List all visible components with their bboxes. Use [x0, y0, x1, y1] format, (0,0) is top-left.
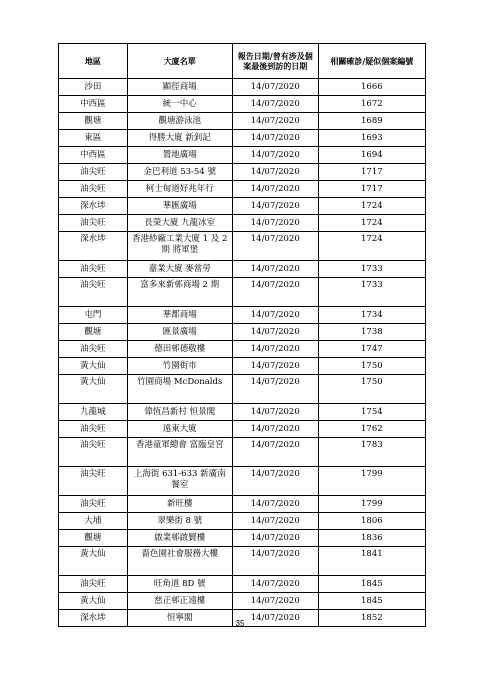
table-row — [59, 547, 426, 576]
table-row — [59, 496, 426, 513]
cell-date: 14/07/2020 — [232, 358, 318, 375]
cell-date: 14/07/2020 — [232, 113, 318, 130]
cell-case: 1783 — [318, 438, 425, 467]
cell-district: 油尖旺 — [59, 496, 128, 513]
cell-building: 嗇色園社會服務大樓 — [127, 547, 232, 576]
cell-case: 1845 — [318, 576, 425, 593]
cell-case: 1733 — [318, 261, 425, 278]
table-row — [59, 232, 426, 261]
cell-case: 1717 — [318, 181, 425, 198]
table-row — [59, 96, 426, 113]
cell-district: 中西區 — [59, 147, 128, 164]
cell-building: 竹園街市 — [127, 358, 232, 375]
cell-building: 偉恆昌新村 恒景閣 — [127, 404, 232, 421]
cell-date: 14/07/2020 — [232, 324, 318, 341]
cell-case: 1694 — [318, 147, 425, 164]
cell-date: 14/07/2020 — [232, 610, 318, 627]
cell-building: 竹園商場 McDonalds — [127, 375, 232, 404]
cell-date: 14/07/2020 — [232, 375, 318, 404]
cell-district: 油尖旺 — [59, 278, 128, 307]
cell-case: 1666 — [318, 79, 425, 96]
table-row — [59, 278, 426, 307]
cell-building: 上海街 631-633 新廣南餐室 — [127, 467, 232, 496]
cell-district: 油尖旺 — [59, 164, 128, 181]
table-row — [59, 341, 426, 358]
cell-date: 14/07/2020 — [232, 130, 318, 147]
table-row — [59, 375, 426, 404]
cell-district: 油尖旺 — [59, 438, 128, 467]
cell-district: 油尖旺 — [59, 181, 128, 198]
case-buildings-table — [58, 43, 426, 627]
cell-case: 1747 — [318, 341, 425, 358]
cell-date: 14/07/2020 — [232, 467, 318, 496]
cell-case: 1724 — [318, 198, 425, 215]
cell-date: 14/07/2020 — [232, 307, 318, 324]
table-row — [59, 593, 426, 610]
cell-building: 翠樂街 8 號 — [127, 513, 232, 530]
cell-date: 14/07/2020 — [232, 215, 318, 232]
table-row — [59, 307, 426, 324]
cell-case: 1693 — [318, 130, 425, 147]
cell-district: 沙田 — [59, 79, 128, 96]
table-row — [59, 421, 426, 438]
cell-date: 14/07/2020 — [232, 164, 318, 181]
table-row — [59, 513, 426, 530]
cell-building: 柯士甸道好兆年行 — [127, 181, 232, 198]
cell-date: 14/07/2020 — [232, 79, 318, 96]
cell-building: 觀塘游泳池 — [127, 113, 232, 130]
cell-case: 1724 — [318, 232, 425, 261]
cell-case: 1836 — [318, 530, 425, 547]
cell-date: 14/07/2020 — [232, 421, 318, 438]
cell-district: 觀塘 — [59, 530, 128, 547]
cell-building: 華都商場 — [127, 307, 232, 324]
cell-building: 啟業邨啟賢樓 — [127, 530, 232, 547]
cell-district: 黃大仙 — [59, 593, 128, 610]
table-row — [59, 130, 426, 147]
cell-date: 14/07/2020 — [232, 261, 318, 278]
cell-district: 油尖旺 — [59, 467, 128, 496]
table-row — [59, 530, 426, 547]
cell-building: 遠東大廈 — [127, 421, 232, 438]
cell-building: 匯景廣場 — [127, 324, 232, 341]
cell-building: 香港紗廠工業大廈 1 及 2 期 將軍堡 — [127, 232, 232, 261]
cell-building: 金巴利道 53-54 號 — [127, 164, 232, 181]
table-row — [59, 324, 426, 341]
table-row — [59, 467, 426, 496]
table-row — [59, 181, 426, 198]
cell-date: 14/07/2020 — [232, 438, 318, 467]
cell-case: 1738 — [318, 324, 425, 341]
cell-case: 1750 — [318, 358, 425, 375]
cell-district: 黃大仙 — [59, 547, 128, 576]
cell-date: 14/07/2020 — [232, 513, 318, 530]
cell-date: 14/07/2020 — [232, 576, 318, 593]
cell-building: 旺角道 8D 號 — [127, 576, 232, 593]
table-row — [59, 215, 426, 232]
cell-date: 14/07/2020 — [232, 96, 318, 113]
table-row — [59, 404, 426, 421]
table-row — [59, 198, 426, 215]
cell-case: 1754 — [318, 404, 425, 421]
cell-district: 油尖旺 — [59, 421, 128, 438]
cell-district: 屯門 — [59, 307, 128, 324]
cell-district: 黃大仙 — [59, 375, 128, 404]
header-building: 大廈名單 — [127, 44, 232, 79]
cell-district: 深水埗 — [59, 610, 128, 627]
cell-building: 嘉業大廈 麥當勞 — [127, 261, 232, 278]
cell-case: 1799 — [318, 467, 425, 496]
table-body — [59, 79, 426, 627]
cell-district: 油尖旺 — [59, 576, 128, 593]
cell-building: 香港童軍總會 富臨皇宮 — [127, 438, 232, 467]
table-row — [59, 438, 426, 467]
cell-building: 顯徑商場 — [127, 79, 232, 96]
cell-date: 14/07/2020 — [232, 198, 318, 215]
cell-case: 1734 — [318, 307, 425, 324]
cell-case: 1852 — [318, 610, 425, 627]
cell-date: 14/07/2020 — [232, 181, 318, 198]
cell-building: 富多來新邨商場 2 期 — [127, 278, 232, 307]
table-row — [59, 576, 426, 593]
cell-date: 14/07/2020 — [232, 232, 318, 261]
cell-building: 華匯廣場 — [127, 198, 232, 215]
cell-case: 1762 — [318, 421, 425, 438]
cell-case: 1672 — [318, 96, 425, 113]
header-case: 相關確診/疑似個案編號 — [318, 44, 425, 79]
cell-district: 深水埗 — [59, 232, 128, 261]
table-header-row — [59, 44, 426, 79]
cell-district: 觀塘 — [59, 324, 128, 341]
cell-case: 1845 — [318, 593, 425, 610]
cell-district: 中西區 — [59, 96, 128, 113]
table-row — [59, 79, 426, 96]
cell-building: 德田邨德敬樓 — [127, 341, 232, 358]
cell-district: 油尖旺 — [59, 261, 128, 278]
cell-building: 新旺樓 — [127, 496, 232, 513]
cell-district: 觀塘 — [59, 113, 128, 130]
cell-case: 1841 — [318, 547, 425, 576]
cell-case: 1806 — [318, 513, 425, 530]
cell-building: 恒寧閣 — [127, 610, 232, 627]
cell-district: 東區 — [59, 130, 128, 147]
cell-case: 1750 — [318, 375, 425, 404]
cell-date: 14/07/2020 — [232, 341, 318, 358]
cell-case: 1724 — [318, 215, 425, 232]
cell-case: 1799 — [318, 496, 425, 513]
cell-building: 統一中心 — [127, 96, 232, 113]
cell-building: 得勝大廈 新釗記 — [127, 130, 232, 147]
cell-case: 1733 — [318, 278, 425, 307]
cell-district: 深水埗 — [59, 198, 128, 215]
table-row — [59, 147, 426, 164]
cell-date: 14/07/2020 — [232, 404, 318, 421]
header-date: 報告日期/曾有涉及個案最後到訪的日期 — [232, 44, 318, 79]
cell-building: 置地廣場 — [127, 147, 232, 164]
cell-date: 14/07/2020 — [232, 496, 318, 513]
cell-date: 14/07/2020 — [232, 593, 318, 610]
table-row — [59, 261, 426, 278]
cell-date: 14/07/2020 — [232, 547, 318, 576]
cell-district: 油尖旺 — [59, 215, 128, 232]
cell-building: 長榮大廈 九龍冰室 — [127, 215, 232, 232]
cell-district: 黃大仙 — [59, 358, 128, 375]
cell-district: 九龍城 — [59, 404, 128, 421]
cell-district: 油尖旺 — [59, 341, 128, 358]
table-row — [59, 113, 426, 130]
table-row — [59, 164, 426, 181]
page-number: 35 — [235, 619, 245, 628]
header-district: 地區 — [59, 44, 128, 79]
table-row — [59, 358, 426, 375]
cell-date: 14/07/2020 — [232, 278, 318, 307]
cell-case: 1689 — [318, 113, 425, 130]
cell-case: 1717 — [318, 164, 425, 181]
cell-date: 14/07/2020 — [232, 530, 318, 547]
cell-building: 慈正邨正遠樓 — [127, 593, 232, 610]
cell-date: 14/07/2020 — [232, 147, 318, 164]
cell-district: 大埔 — [59, 513, 128, 530]
